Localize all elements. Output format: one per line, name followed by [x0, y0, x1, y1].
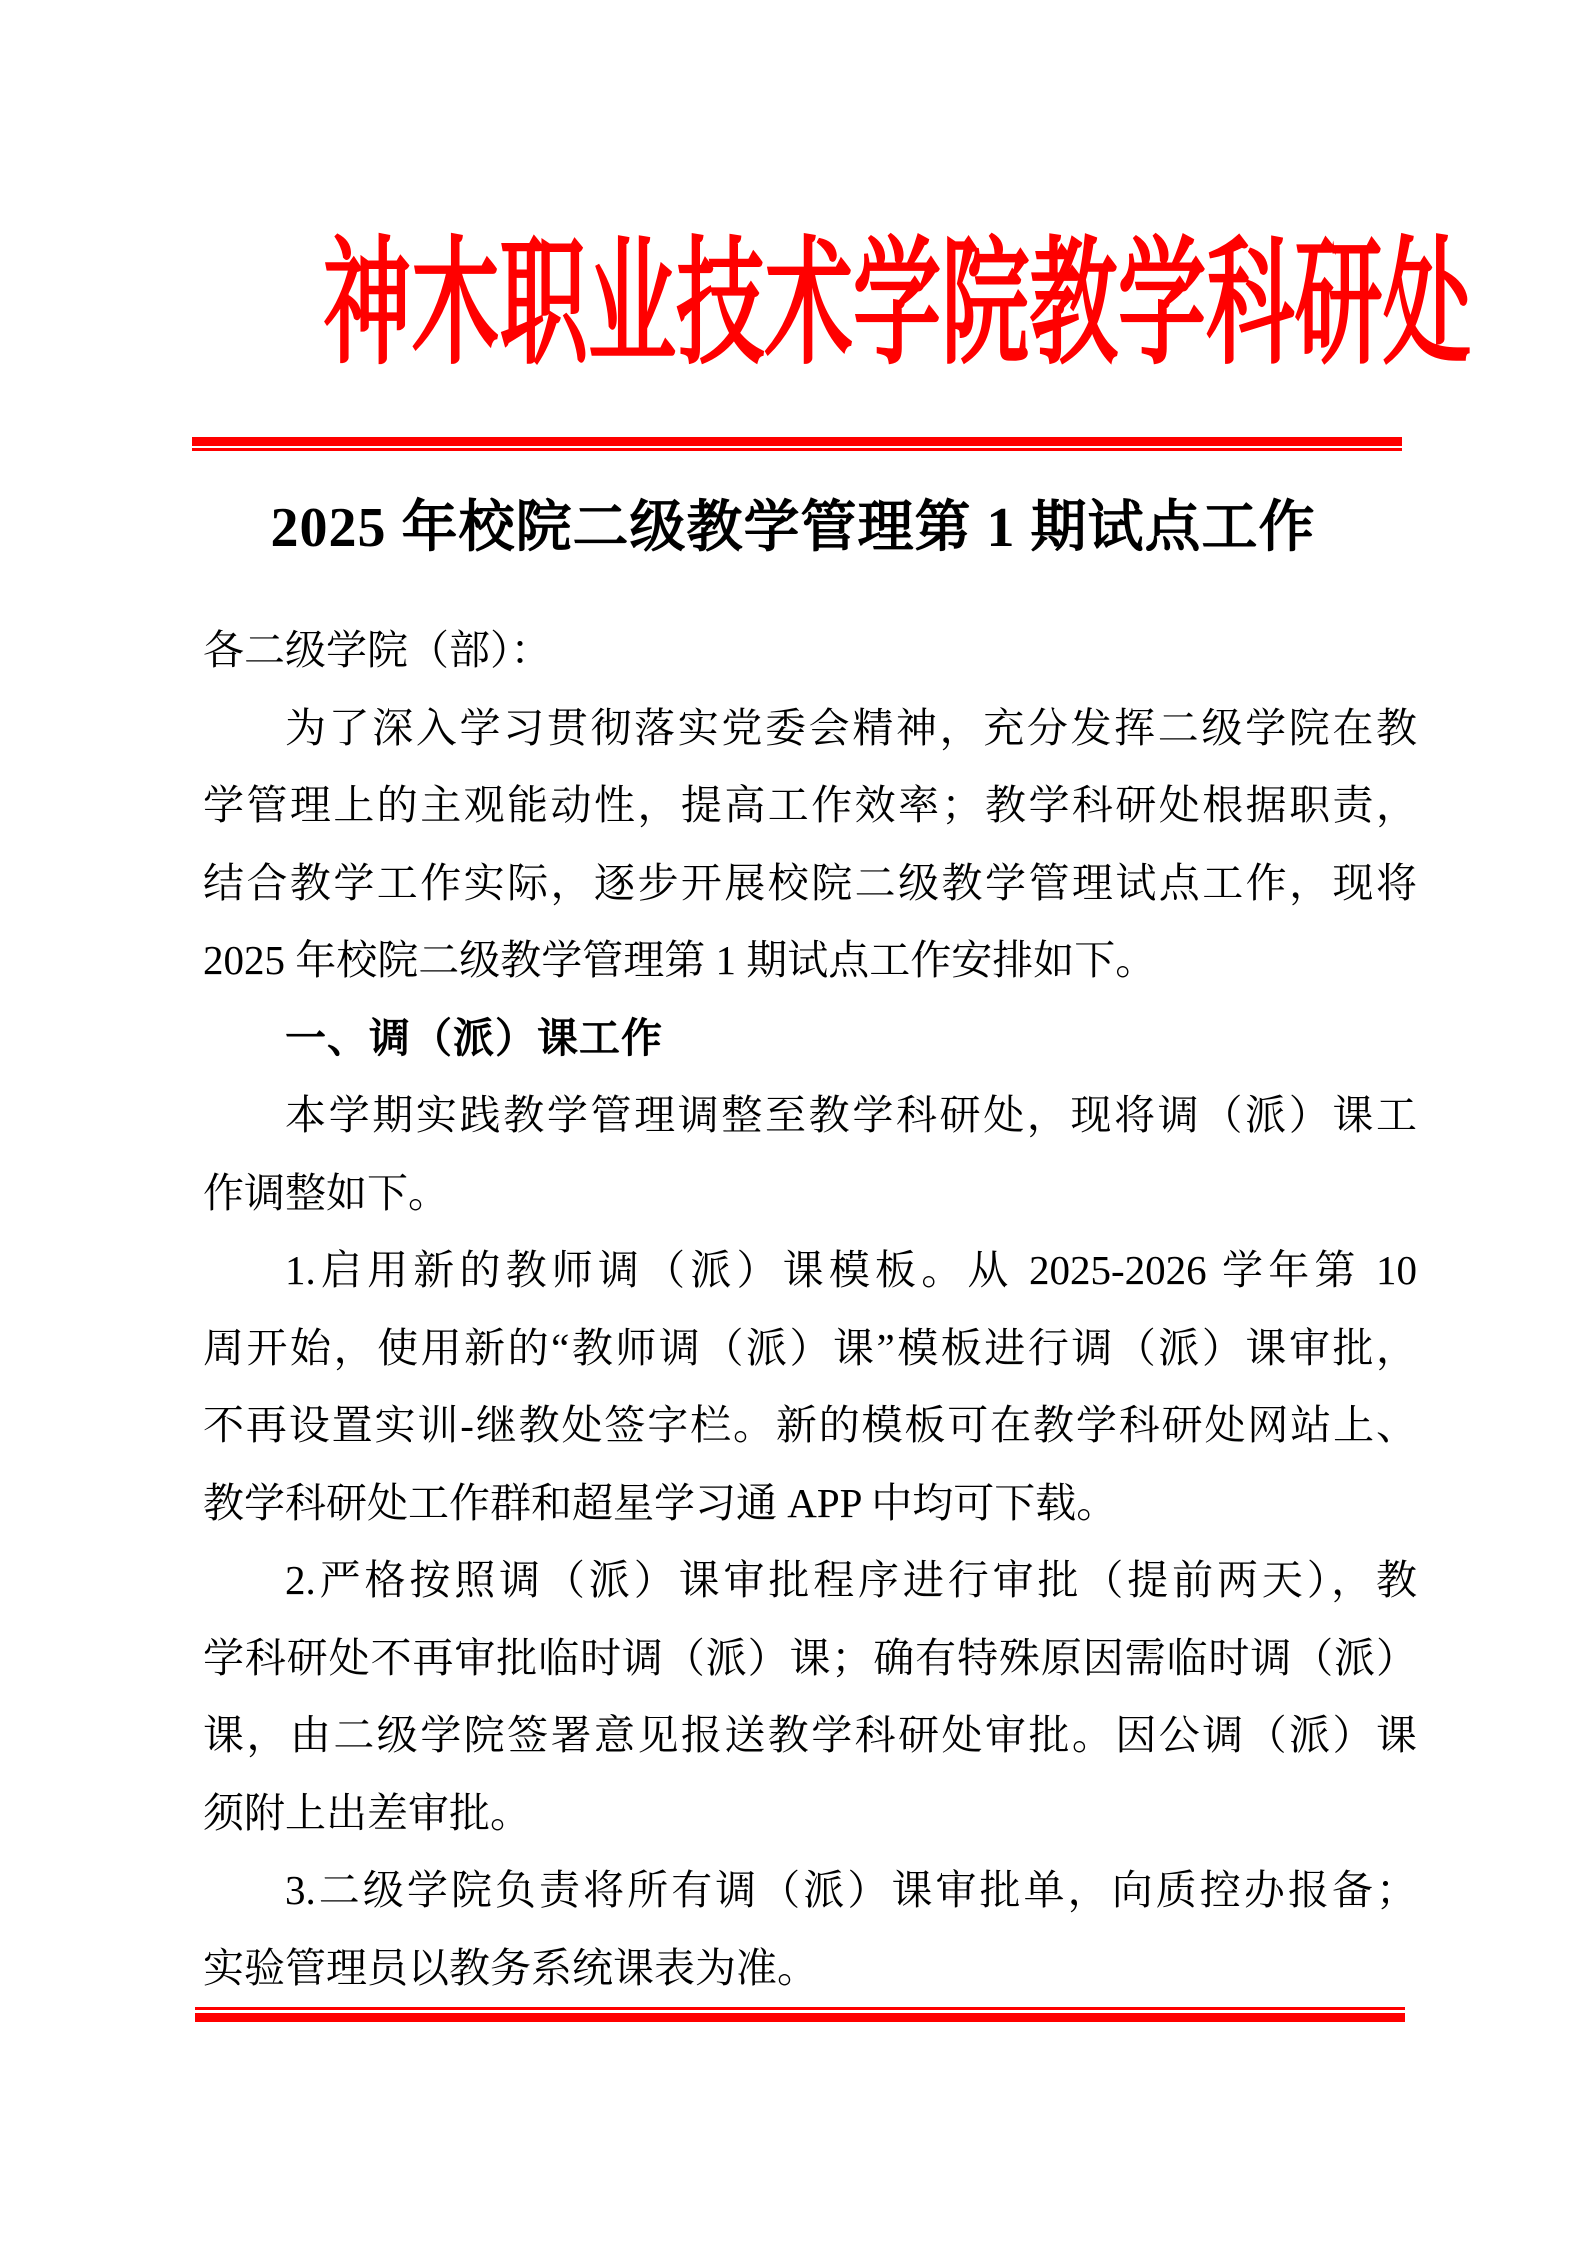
- body-line: 为了深入学习贯彻落实党委会精神，充分发挥二级学院在教: [285, 704, 1417, 751]
- body-line: 本学期实践教学管理调整至教学科研处，现将调（派）课工: [285, 1092, 1417, 1138]
- document-body: [203, 612, 1417, 2007]
- body-line: 教学科研处工作群和超星学习通 APP 中均可下载。: [203, 1479, 1118, 1526]
- red-divider-top-thin-line: [192, 448, 1402, 451]
- body-line: 课，由二级学院签署意见报送教学科研处审批。因公调（派）课: [203, 1712, 1417, 1758]
- red-divider-top-thick-bar: [192, 437, 1402, 446]
- body-line-item-1: 1.启用新的教师调（派）课模板。从 2025-2026 学年第 10: [285, 1247, 1417, 1293]
- body-line: 作调整如下。: [203, 1169, 449, 1216]
- body-line: 实验管理员以教务系统课表为准。: [203, 1944, 818, 1991]
- body-line: 周开始，使用新的“教师调（派）课”模板进行调（派）课审批，: [203, 1324, 1417, 1371]
- salutation-line: 各二级学院（部）：: [203, 627, 552, 673]
- body-line: 2025 年校院二级教学管理第 1 期试点工作安排如下。: [203, 937, 1157, 983]
- body-line: 结合教学工作实际，逐步开展校院二级教学管理试点工作，现将: [203, 859, 1417, 906]
- body-line: 学管理上的主观能动性，提高工作效率；教学科研处根据职责，: [203, 782, 1417, 828]
- document-title: 2025 年校院二级教学管理第 1 期试点工作: [270, 497, 1316, 559]
- red-divider-top: [192, 437, 1402, 451]
- body-line: 学科研处不再审批临时调（派）课；确有特殊原因需临时调（派）: [203, 1634, 1417, 1681]
- body-line: 须附上出差审批。: [203, 1789, 531, 1836]
- letterhead: [0, 228, 1586, 381]
- letterhead-org-name: 神木职业技术学院教学科研处: [322, 228, 1472, 381]
- body-line-item-2: 2.严格按照调（派）课审批程序进行审批（提前两天），教: [285, 1557, 1417, 1603]
- body-line-item-3: 3.二级学院负责将所有调（派）课审批单，向质控办报备；: [285, 1867, 1417, 1913]
- red-divider-bottom: [195, 2007, 1405, 2022]
- section-heading-1: 一、调（派）课工作: [285, 1014, 663, 1061]
- red-divider-bottom-thin-line: [195, 2007, 1405, 2010]
- body-line: 不再设置实训-继教处签字栏。新的模板可在教学科研处网站上、: [203, 1402, 1417, 1448]
- red-divider-bottom-thick-bar: [195, 2013, 1405, 2022]
